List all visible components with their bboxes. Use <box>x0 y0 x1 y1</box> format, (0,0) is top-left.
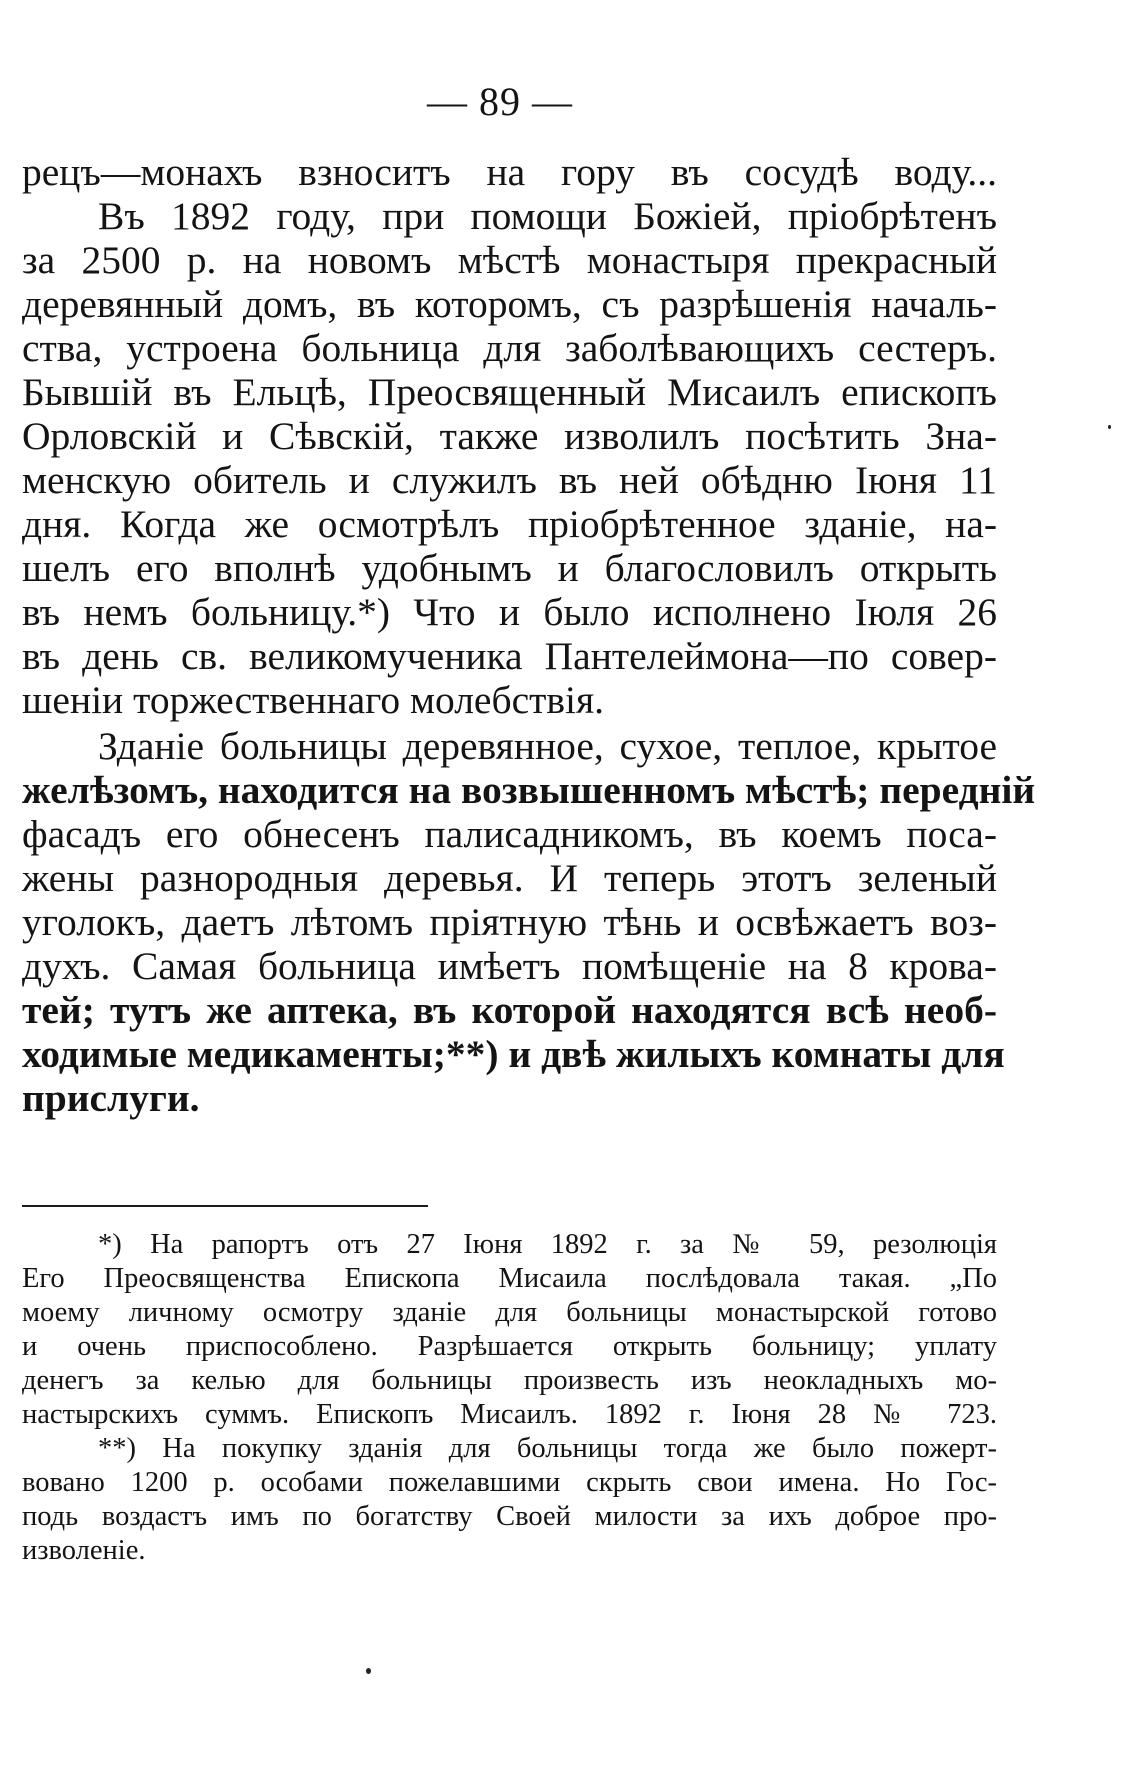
text-line: деревянный домъ, въ которомъ, съ разрѣшенія началь- <box>22 282 997 326</box>
text-line: Бывшій въ Ельцѣ, Преосвященный Мисаилъ епископъ <box>22 370 997 414</box>
footnote-line: вовано 1200 р. особами пожелавшими скрыть свои имена. Но Гос- <box>22 1467 997 1498</box>
text-line: шелъ его вполнѣ удобнымъ и благословилъ открыть <box>22 546 997 590</box>
text-line: фасадъ его обнесенъ палисадникомъ, въ коемъ поса- <box>22 812 997 856</box>
footnote-line: изволеніе. <box>22 1535 146 1566</box>
text-line: въ немъ больницу.*) Что и было исполнено Іюля 26 <box>22 590 997 634</box>
text-line: ства, устроена больница для заболѣвающихъ сестеръ. <box>22 326 997 370</box>
footnote-line: *) На рапортъ отъ 27 Іюня 1892 г. за № 59, резолюція <box>98 1229 997 1260</box>
text-line: уголокъ, даетъ лѣтомъ пріятную тѣнь и освѣжаетъ воз- <box>22 900 997 944</box>
footnote-line: **) На покупку зданія для больницы тогда же было пожерт- <box>98 1433 997 1464</box>
footnote-line: Его Преосвященства Епископа Мисаила послѣдовала такая. „По <box>22 1263 997 1294</box>
footnote-line: денегъ за келью для больницы произвесть изъ неокладныхъ мо- <box>22 1365 997 1396</box>
text-line: въ день св. великомученика Пантелеймона—по совер- <box>22 634 997 678</box>
footnote-line: и очень приспособлено. Разрѣшается открыть больницу; уплату <box>22 1331 997 1362</box>
text-line: Въ 1892 году, при помощи Божіей, пріобрѣтенъ <box>98 194 997 238</box>
text-line: жены разнородныя деревья. И теперь этотъ зеленый <box>22 856 997 900</box>
text-line: тей; тутъ же аптека, въ которой находятся всѣ необ- <box>22 988 997 1032</box>
text-line: рецъ—монахъ взноситъ на гору въ сосудѣ воду... <box>22 150 997 194</box>
footnote-line: моему личному осмотру зданіе для больницы монастырской готово <box>22 1297 997 1328</box>
text-line: Зданіе больницы деревянное, сухое, теплое, крытое <box>98 724 997 768</box>
text-line: ходимые медикаменты;**) и двѣ жилыхъ комнаты для <box>22 1032 1005 1076</box>
ink-speck <box>366 1668 371 1674</box>
text-line: дня. Когда же осмотрѣлъ пріобрѣтенное зданіе, на- <box>22 502 997 546</box>
text-line: за 2500 р. на новомъ мѣстѣ монастыря прекрасный <box>22 238 997 282</box>
text-line: шеніи торжественнаго молебствія. <box>22 678 605 722</box>
text-line: желѣзомъ, находится на возвышенномъ мѣстѣ; передній <box>22 768 1036 812</box>
footnote-line: настырскихъ суммъ. Епископъ Мисаилъ. 1892 г. Іюня 28 № 723. <box>22 1399 997 1430</box>
footnote-divider <box>22 1205 428 1207</box>
ink-speck <box>1108 425 1111 429</box>
text-line: Орловскій и Сѣвскій, также изволилъ посѣтить Зна- <box>22 414 997 458</box>
text-line: духъ. Самая больница имѣетъ помѣщеніе на 8 крова- <box>22 944 997 988</box>
page-number: — 89 — <box>427 79 573 124</box>
footnote-line: подь воздастъ имъ по богатству Своей милости за ихъ доброе про- <box>22 1501 997 1532</box>
text-line: прислуги. <box>22 1076 200 1120</box>
text-line: менскую обитель и служилъ въ ней обѣдню Іюня 11 <box>22 458 997 502</box>
